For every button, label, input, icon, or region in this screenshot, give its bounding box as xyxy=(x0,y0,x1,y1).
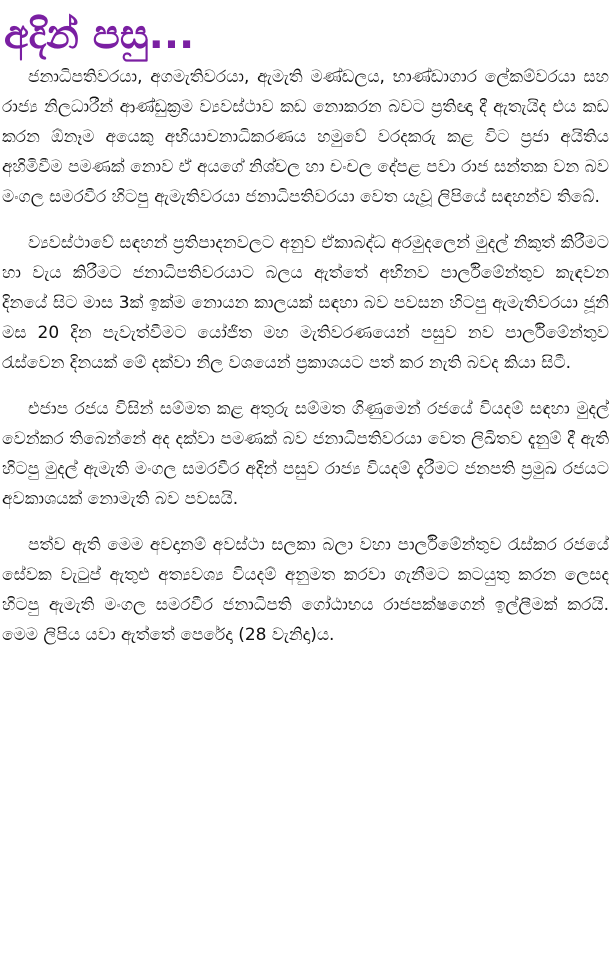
article-paragraph-2: ව්‍යවස්ථාවේ සඳහන් ප්‍රතිපාදනවලට අනුව ඒකාබද්ධ අරමුදලෙන් මුදල් නිකුත් කිරීමට හා වැය කිරීමට ජනාධිපතිවරයාට බලය ඇත්තේ අභිනව පාර්ලිමේන්තුව කැඳවන දිනයේ සිට මාස 3ක් ඉක්ම නොයන කාලයක් සඳහා බව පවසන හිටපු ඇමැතිවරයා ජූනි මස 20 දින පැවැත්වීමට යෝජිත මහ මැතිවරණයෙන් පසුව නව පාර්ලිමේන්තුව රැස්වෙන දිනයක් මේ දක්වා නිල වශයෙන් ප්‍රකාශයට පත් කර නැති බවද කියා සිටී. xyxy=(2,233,609,373)
article-paragraph-1: ජනාධිපතිවරයා, අගමැතිවරයා, ඇමැති මණ්ඩලය, භාණ්ඩාගාර ලේකම්වරයා සහ රාජ්‍ය නිලධාරීන් ආණ්ඩුක්‍රම ව්‍යවස්ථාව කඩ නොකරන බවට ප්‍රතිඥා දී ඇතැයිද එය කඩ කරන ඕනෑම අයෙකු අභියාචනාධිකරණය හමුවේ වරදකරු කළ විට ප්‍රජා අයිතිය අහිමිවීම පමණක් නොව ඒ අයගේ නිශ්චල හා චංචල දේපළ පවා රාජ සන්තක වන බව මංගල සමරවීර හිටපු ඇමැතිවරයා ජනාධිපතිවරයා වෙත යැවූ ලිපියේ සඳහන්ව තිබේ. xyxy=(2,67,609,207)
article-headline: අදින් පසු... xyxy=(4,12,195,58)
article-paragraph-4: පත්ව ඇති මෙම අවදානම් අවස්ථා සලකා බලා වහා පාර්ලිමේන්තුව රැස්කර රජයේ සේවක වැටුප් ඇතුළු අත්‍යවශ්‍ය වියදම් අනුමත කරවා ගැනීමට කටයුතු කරන ලෙසද හිටපු ඇමැති මංගල සමරවීර ජනාධිපති ගෝඨාභය රාජපක්ෂගෙන් ඉල්ලීමක් කරයි. මෙම ලිපිය යවා ඇත්තේ පෙරේදා (28 වැනිදා)ය. xyxy=(2,535,609,645)
article-paragraph-3: එජාප රජය විසින් සම්මත කළ අතුරු සම්මත ගිණුමෙන් රජයේ වියදම් සඳහා මුදල් වෙන්කර තිබෙන්නේ අද දක්වා පමණක් බව ජනාධිපතිවරයා වෙත ලිඛිතව දැනුම් දී ඇති හිටපු මුදල් ඇමැති මංගල සමරවීර අදින් පසුව රාජ්‍ය වියදම් දැරීමට ජනපති ප්‍රමුඛ රජයට අවකාශයක් නොමැති බව පවසයි. xyxy=(2,399,609,509)
article-body xyxy=(2,62,609,650)
